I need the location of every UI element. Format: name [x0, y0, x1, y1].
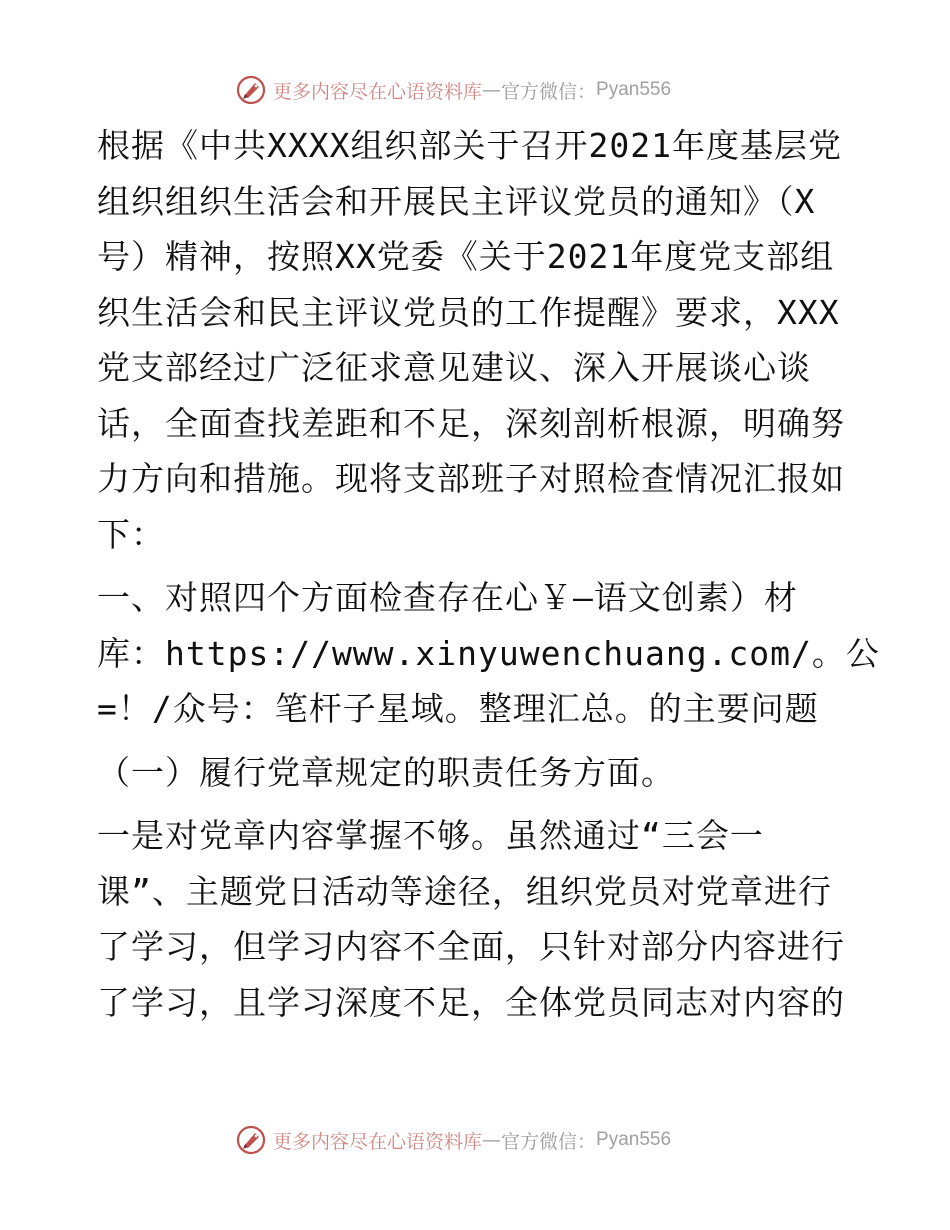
section-heading-one — [97, 570, 880, 737]
text-line: 库：https://www.xinyuwenchuang.com/。公 — [97, 633, 880, 673]
text-line: 织生活会和民主评议党员的工作提醒》要求，XXX — [97, 292, 840, 332]
text-line: 党支部经过广泛征求意见建议、深入开展谈心谈 — [97, 348, 811, 387]
text-line: 课”、主题党日活动等途径，组织党员对党章进行 — [97, 871, 832, 911]
subsection-heading — [97, 745, 857, 801]
text-line: 了学习，且学习深度不足，全体党员同志对内容的 — [97, 982, 845, 1022]
watermark-label: 官方微信： — [501, 1130, 597, 1153]
text-line: 力方向和措施。现将支部班子对照检查情况汇报如 — [97, 459, 845, 498]
pen-nib-circle-icon — [235, 74, 267, 106]
watermark-account: Pyan556 — [596, 79, 672, 100]
header-watermark — [235, 70, 755, 110]
text-line: 号）精神，按照XX党委《关于2021年度党支部组 — [97, 237, 835, 276]
text-line: =！/众号：笔杆子星域。整理汇总。的主要问题 — [97, 689, 819, 728]
footer-watermark — [235, 1120, 755, 1160]
watermark-text: 更多内容尽在心语资料库 — [273, 1130, 483, 1153]
watermark-separator: — — [482, 1129, 502, 1151]
watermark-label: 官方微信： — [501, 80, 597, 103]
pen-nib-circle-icon — [235, 1124, 267, 1156]
watermark-separator: — — [482, 79, 502, 101]
watermark-text: 更多内容尽在心语资料库 — [273, 80, 483, 103]
text-line: 话，全面查找差距和不足，深刻剖析根源，明确努 — [97, 403, 845, 443]
document-body — [97, 118, 880, 1030]
text-line: 了学习，但学习内容不全面，只针对部分内容进行 — [97, 927, 845, 966]
text-line: （一）履行党章规定的职责任务方面。 — [97, 752, 675, 792]
text-line: 一、对照四个方面检查存在心￥—语文创素）材 — [97, 578, 798, 617]
text-line: 下： — [97, 514, 165, 554]
watermark-account: Pyan556 — [596, 1129, 672, 1150]
paragraph-intro — [97, 118, 857, 562]
paragraph-point-one — [97, 808, 857, 1030]
text-line: 组织组织生活会和开展民主评议党员的通知》（X — [97, 181, 816, 221]
text-line: 一是对党章内容掌握不够。虽然通过“三会一 — [97, 816, 764, 855]
text-line: 根据《中共XXXX组织部关于召开2021年度基层党 — [97, 126, 842, 165]
